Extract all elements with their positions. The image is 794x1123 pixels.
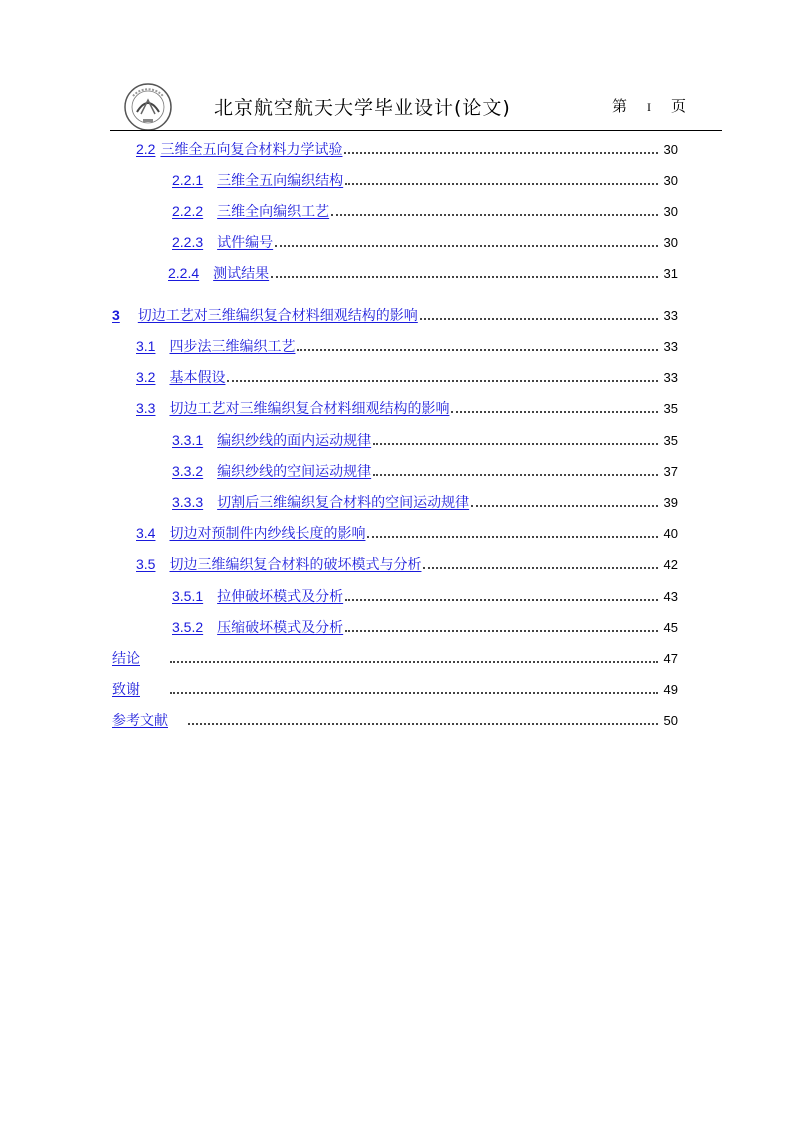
toc-link[interactable]: 2.2.3 试件编号: [172, 234, 274, 251]
toc-link[interactable]: 2.2.1 三维全五向编织结构: [172, 172, 344, 189]
toc-link[interactable]: 2.2.2 三维全向编织工艺: [172, 203, 330, 220]
toc-link[interactable]: 参考文献: [112, 713, 168, 729]
toc-entry[interactable]: [112, 304, 678, 324]
toc-page-number: 30: [663, 173, 678, 188]
toc-entry[interactable]: [172, 169, 678, 189]
dot-leader: [451, 411, 658, 413]
toc-page-number: 30: [663, 142, 678, 157]
dot-leader: [345, 630, 658, 632]
dot-leader: [367, 536, 658, 538]
dot-leader: [271, 276, 658, 278]
toc-link[interactable]: 3.3.3 切割后三维编织复合材料的空间运动规律: [172, 494, 470, 511]
dot-leader: [170, 692, 658, 694]
toc-entry[interactable]: [112, 678, 678, 698]
header-divider: [110, 130, 722, 131]
dot-leader: [227, 380, 658, 382]
toc-page-number: 33: [663, 308, 678, 323]
toc-entry[interactable]: [136, 522, 678, 542]
dot-leader: [297, 349, 658, 351]
dot-leader: [420, 318, 658, 320]
toc-link[interactable]: 结论: [112, 651, 140, 667]
toc-link[interactable]: 3.5 切边三维编织复合材料的破坏模式与分析: [136, 556, 422, 573]
toc-page-number: 37: [663, 464, 678, 479]
toc-entry[interactable]: [136, 138, 678, 158]
page-header: [110, 74, 722, 132]
toc-link[interactable]: 3.3.2 编织纱线的空间运动规律: [172, 463, 372, 480]
toc-page-number: 35: [663, 433, 678, 448]
dot-leader: [373, 443, 658, 445]
toc-entry[interactable]: [172, 491, 678, 511]
toc-link[interactable]: 致谢: [112, 682, 140, 698]
toc-page-number: 39: [663, 495, 678, 510]
toc-page-number: 50: [663, 713, 678, 728]
toc-link[interactable]: 3.3 切边工艺对三维编织复合材料细观结构的影响: [136, 400, 450, 417]
dot-leader: [345, 599, 658, 601]
toc-entry[interactable]: [172, 585, 678, 605]
university-seal-icon: [123, 82, 173, 132]
toc-page-number: 45: [663, 620, 678, 635]
header-page-number: [612, 95, 686, 116]
toc-entry[interactable]: [136, 397, 678, 417]
page-prefix: 第: [612, 97, 628, 115]
toc-link[interactable]: 3.4 切边对预制件内纱线长度的影响: [136, 525, 366, 542]
toc-entry[interactable]: [168, 262, 678, 282]
toc-entry[interactable]: [172, 231, 678, 251]
dot-leader: [275, 245, 658, 247]
header-title: 北京航空航天大学毕业设计(论文): [214, 97, 511, 119]
toc-page-number: 43: [663, 589, 678, 604]
toc-page-number: 33: [663, 339, 678, 354]
toc-page-number: 49: [663, 682, 678, 697]
toc-page-number: 47: [663, 651, 678, 666]
toc-entry[interactable]: [112, 647, 678, 667]
toc-page-number: 40: [663, 526, 678, 541]
toc-link[interactable]: 3.2 基本假设: [136, 369, 226, 386]
dot-leader: [344, 152, 658, 154]
toc-entry[interactable]: [112, 709, 678, 729]
toc-page-number: 33: [663, 370, 678, 385]
dot-leader: [331, 214, 658, 216]
toc-page-number: 30: [663, 235, 678, 250]
page-number: I: [647, 100, 652, 114]
dot-leader: [373, 474, 658, 476]
toc-entry[interactable]: [172, 616, 678, 636]
toc-link[interactable]: 3 切边工艺对三维编织复合材料细观结构的影响: [112, 307, 418, 324]
toc-page-number: 30: [663, 204, 678, 219]
dot-leader: [345, 183, 658, 185]
toc-entry[interactable]: [172, 429, 678, 449]
toc-link[interactable]: 2.2.4 测试结果: [168, 265, 270, 282]
toc-entry[interactable]: [136, 553, 678, 573]
toc-entry[interactable]: [172, 200, 678, 220]
dot-leader: [188, 723, 658, 725]
page-suffix: 页: [671, 97, 687, 115]
toc-entry[interactable]: [136, 335, 678, 355]
dot-leader: [471, 505, 658, 507]
toc-link[interactable]: 3.5.2 压缩破坏模式及分析: [172, 619, 344, 636]
toc-entry[interactable]: [136, 366, 678, 386]
toc-link[interactable]: 3.3.1 编织纱线的面内运动规律: [172, 432, 372, 449]
dot-leader: [170, 661, 658, 663]
toc-link[interactable]: 3.5.1 拉伸破坏模式及分析: [172, 588, 344, 605]
toc-link[interactable]: 2.2 三维全五向复合材料力学试验: [136, 141, 343, 158]
toc-page-number: 35: [663, 401, 678, 416]
dot-leader: [423, 567, 658, 569]
toc-link[interactable]: 3.1 四步法三维编织工艺: [136, 338, 296, 355]
toc-page-number: 42: [663, 557, 678, 572]
toc-entry[interactable]: [172, 460, 678, 480]
toc-page-number: 31: [663, 266, 678, 281]
